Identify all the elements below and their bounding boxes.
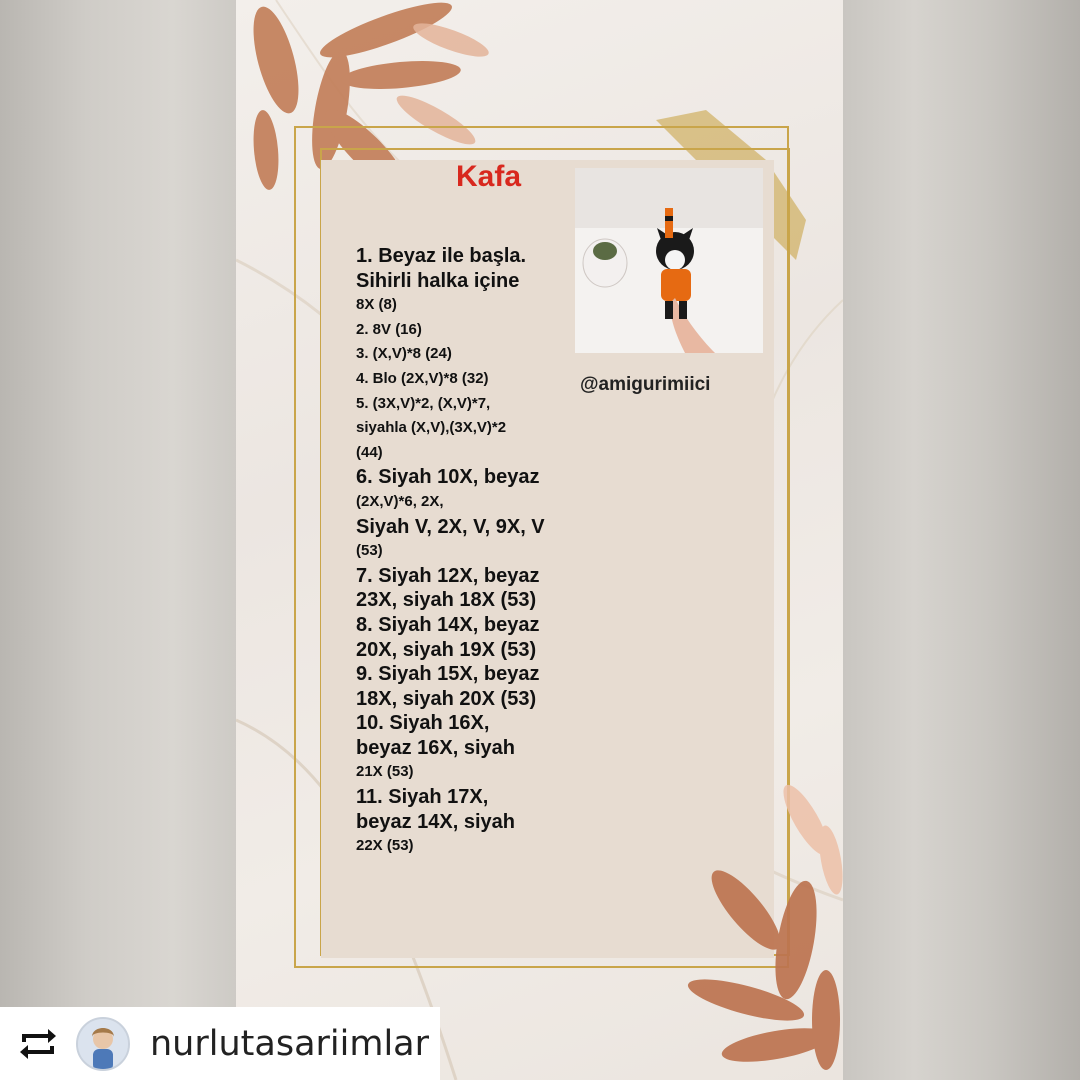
instruction-line: 1. Beyaz ile başla. xyxy=(356,245,527,267)
instruction-line: 20X, siyah 19X (53) xyxy=(356,638,537,661)
instruction-line: 10. Siyah 16X, xyxy=(356,712,490,735)
instruction-line: 8X (8) xyxy=(356,296,397,314)
pattern-card xyxy=(236,0,843,1080)
instruction-line: 8. Siyah 14X, beyaz xyxy=(356,613,540,636)
repost-bar xyxy=(0,1007,440,1080)
instruction-line: Sihirli halka içine xyxy=(356,269,520,292)
repost-username[interactable]: nurlutasariimlar xyxy=(150,1023,430,1064)
instruction-line: 2. 8V (16) xyxy=(356,320,422,338)
instruction-line: 23X, siyah 18X (53) xyxy=(356,589,537,612)
instruction-line: siyahla (X,V),(3X,V)*2 xyxy=(356,419,507,437)
instruction-line: (2X,V)*6, 2X, xyxy=(356,492,444,510)
instruction-line: 21X (53) xyxy=(356,763,414,781)
instagram-handle: @amigurimiici xyxy=(580,374,711,395)
instruction-line: 9. Siyah 15X, beyaz xyxy=(356,663,540,686)
background-right xyxy=(843,0,1080,1080)
instruction-line: (44) xyxy=(356,443,383,461)
instruction-line: beyaz 14X, siyah xyxy=(356,810,515,833)
pattern-title: Kafa xyxy=(456,160,522,193)
instruction-line: 6. Siyah 10X, beyaz xyxy=(356,466,540,489)
instruction-list xyxy=(356,244,576,859)
instruction-line: 4. Blo (2X,V)*8 (32) xyxy=(356,369,489,387)
instruction-line: 22X (53) xyxy=(356,837,414,855)
repost-icon xyxy=(16,1026,60,1062)
leaf-decoration-bottom xyxy=(686,780,843,1080)
instruction-line: 5. (3X,V)*2, (X,V)*7, xyxy=(356,394,491,412)
instruction-line: 18X, siyah 20X (53) xyxy=(356,687,537,710)
instruction-line: 7. Siyah 12X, beyaz xyxy=(356,564,540,587)
instruction-line: (53) xyxy=(356,542,383,560)
instruction-line: 3. (X,V)*8 (24) xyxy=(356,345,452,363)
avatar[interactable] xyxy=(76,1017,130,1071)
instruction-line: 11. Siyah 17X, xyxy=(356,786,489,809)
instruction-line: beyaz 16X, siyah xyxy=(356,736,515,759)
product-photo xyxy=(575,168,763,353)
instruction-line: Siyah V, 2X, V, 9X, V xyxy=(356,515,545,538)
